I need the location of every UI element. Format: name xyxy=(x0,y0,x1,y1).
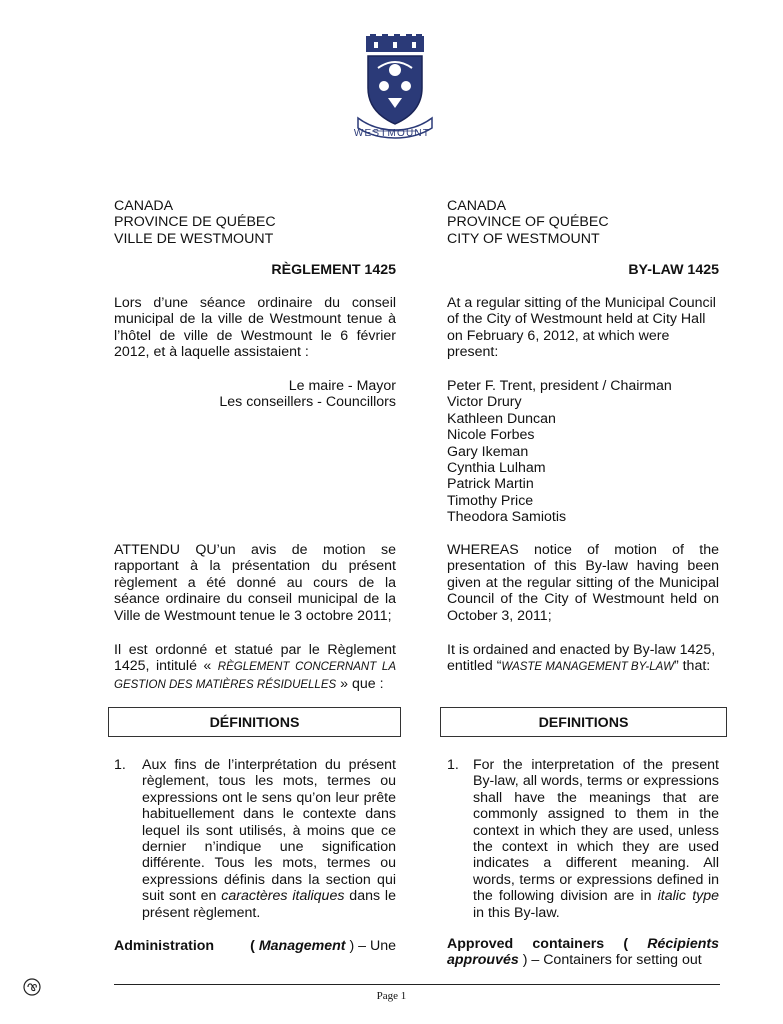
left-item-text xyxy=(142,757,396,921)
logo-wordmark: WESTMOUNT xyxy=(353,128,431,139)
left-roles xyxy=(114,378,396,411)
left-item-text-pre: Aux fins de l’interprétation du présent règlement, tous les mots, termes ou expressions ont le sens qu’on leur prête habituellement dans le contexte dans lequel ils sont utilisés, à moins que ce dernier n’indique une signification différente. Tous les mots, termes ou expressions définis dans la section qui suit sont en xyxy=(142,757,396,905)
right-ordained xyxy=(447,642,719,676)
right-item-text-post: in this By-law. xyxy=(473,904,560,921)
right-intro: At a regular sitting of the Municipal Council of the City of Westmount held at City Hall on February 6, 2012, at which were present: xyxy=(447,295,716,361)
left-ordained xyxy=(114,642,396,693)
right-ordained-post: ” that: xyxy=(673,658,711,675)
left-section-heading: DÉFINITIONS xyxy=(108,707,401,737)
right-item-text-pre: For the interpretation of the present By-law, all words, terms or expressions shall have the meanings that are commonly assigned to them in the context in which they are used, unless the context in which they are used indicates a different meaning. All words, terms or expressions defined in the following division are in xyxy=(473,757,719,905)
left-bylaw-title: RÈGLEMENT 1425 xyxy=(271,262,396,278)
right-whereas: WHEREAS notice of motion of the presentation of this By-law having been given at the regular sitting of the Municipal Council of the City of Westmount held on October 3, 2011; xyxy=(447,542,719,624)
left-definition-first xyxy=(114,938,396,954)
left-jurisdiction-header xyxy=(114,198,396,247)
member-name: Timothy Price xyxy=(447,492,534,509)
left-header-line: PROVINCE DE QUÉBEC xyxy=(114,214,276,231)
right-ordained-pre: It is ordained and enacted by By-law 1425, entitled “ xyxy=(447,642,716,675)
footer-rule xyxy=(114,984,720,985)
left-item-text-post: dans le présent règlement. xyxy=(142,888,396,921)
left-def-close: ) – Une xyxy=(345,938,396,954)
left-item-number: 1. xyxy=(114,757,126,773)
left-ordained-title: RÈGLEMENT CONCERNANT LA GESTION DES MATIÈRES RÉSIDUELLES xyxy=(114,661,396,691)
member-name: Peter F. Trent, president / Chairman xyxy=(447,378,672,394)
right-item-italic: italic type xyxy=(657,888,720,905)
left-header-line: VILLE DE WESTMOUNT xyxy=(114,230,274,247)
right-item-number: 1. xyxy=(447,757,459,773)
left-item-italic: caractères italiques xyxy=(221,888,345,905)
member-name: Kathleen Duncan xyxy=(447,410,556,427)
member-name: Nicole Forbes xyxy=(447,427,535,444)
left-whereas: ATTENDU QU’un avis de motion se rapportant à la présentation du présent règlement a été donné au cours de la séance ordinaire du conseil municipal de la Ville de Westmount tenue le 3 octobre 2011; xyxy=(114,542,396,624)
right-header-line: CANADA xyxy=(447,198,507,214)
left-intro: Lors d’une séance ordinaire du conseil municipal de la ville de Westmount tenue à l’hôtel de ville de Westmount le 6 février 2012, et à laquelle assistaient : xyxy=(114,295,396,361)
right-def-open: ( xyxy=(604,936,648,952)
member-name: Victor Drury xyxy=(447,394,522,411)
left-def-term: Administration xyxy=(114,938,215,954)
right-members-list xyxy=(447,378,719,526)
right-def-term: Approved containers xyxy=(447,936,605,952)
member-name: Gary Ikeman xyxy=(447,443,529,460)
page-number: Page 1 xyxy=(376,990,407,1002)
left-def-translation: Management xyxy=(258,938,346,954)
right-def-close: ) – Containers for setting out xyxy=(518,952,702,969)
right-section-heading: DEFINITIONS xyxy=(440,707,727,737)
right-header-line: CITY OF WESTMOUNT xyxy=(447,230,600,247)
left-role-mayor: Le maire - Mayor xyxy=(288,378,396,394)
left-header-line: CANADA xyxy=(114,198,174,214)
left-role-councillors: Les conseillers - Councillors xyxy=(219,394,396,411)
left-def-open: ( xyxy=(246,938,259,954)
member-name: Theodora Samiotis xyxy=(447,509,567,526)
right-definition-first xyxy=(447,936,719,969)
left-ordained-pre: Il est ordonné et statué par le Règlement 1425, intitulé « xyxy=(114,642,396,675)
right-def-translation: Récipients approuvés xyxy=(447,936,720,969)
member-name: Cynthia Lulham xyxy=(447,460,546,477)
right-jurisdiction-header xyxy=(447,198,719,247)
right-ordained-title: WASTE MANAGEMENT BY-LAW xyxy=(501,661,674,674)
right-bylaw-title: BY-LAW 1425 xyxy=(628,262,719,278)
member-name: Patrick Martin xyxy=(447,476,534,493)
right-header-line: PROVINCE OF QUÉBEC xyxy=(447,214,609,231)
right-item-text xyxy=(473,757,719,921)
left-ordained-post: » que : xyxy=(336,675,384,692)
